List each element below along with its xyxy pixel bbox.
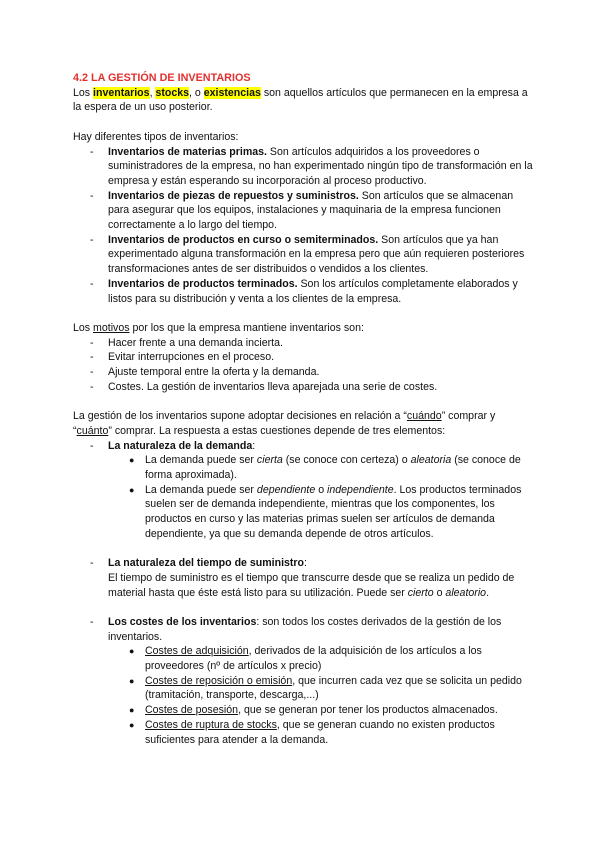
decisions-paragraph: La gestión de los inventarios supone adoptar decisiones en relación a “cuándo” comprar y “cuánto” comprar. La respuesta a estas cuestiones depende de tres elementos: [73,410,496,437]
list-item: ● Costes de posesión, que se generan por tener los productos almacenados. [129,704,498,717]
list-item: - La naturaleza de la demanda: [90,439,256,452]
list-item: ● Costes de adquisición, derivados de la adquisición de los artículos a los proveedores (nº de artículos x precio) [129,645,482,673]
list-item: - Inventarios de piezas de repuestos y suministros. Son artículos que se almacenan para asegurar que los equipos, instalaciones y maquinaria de la empresa funcionen correctamente a lo largo del tiempo. [90,189,514,232]
motives-intro: Los motivos por los que la empresa mantiene inventarios son: [73,321,364,334]
list-item: - Inventarios de productos en curso o semiterminados. Son artículos que ya han experimentado alguna transformación en la empresa pero que aún requieren posteriores transformaciones antes de ser distribuidos o vendidos a los clientes. [90,233,525,276]
list-item: - Hacer frente a una demanda incierta. [90,336,283,349]
highlight-inventarios: inventarios [93,86,150,99]
bullet-icon: ● [129,484,135,495]
bullet-icon: ● [129,705,135,716]
highlight-stocks: stocks [155,86,190,99]
types-intro: Hay diferentes tipos de inventarios: [73,130,239,143]
highlight-existencias: existencias [203,86,261,99]
bullet-icon: ● [129,719,135,730]
supply-heading: La naturaleza del tiempo de suministro [108,557,305,570]
list-item: - La naturaleza del tiempo de suministro: El tiempo de suministro es el tiempo que transcurre desde que se realiza un pedido de material hasta que éste está listo para su utilización. Puede ser cierto o aleatorio. [90,557,515,599]
list-item: - Inventarios de materias primas. Son artículos adquiridos a los proveedores o suministradores de la empresa, no han experimentado ningún tipo de transformación en la empresa y están esperando su incorporación al proceso productivo. [90,145,533,187]
list-item: ● Costes de ruptura de stocks, que se generan cuando no existen productos suficientes para atender a la demanda. [129,718,495,746]
list-item: ● Costes de reposición o emisión, que incurren cada vez que se solicita un pedido (tramitación, transporte, descarga,...) [129,674,522,702]
costs-list [73,644,533,747]
types-list [73,145,533,307]
list-item: - Inventarios de productos terminados. Son los artículos completamente elaborados y listos para su distribución y venta a los clientes de la empresa. [90,277,518,305]
list-item: - Los costes de los inventarios: son todos los costes derivados de la gestión de los inventarios. [90,615,502,643]
intro-paragraph: Los inventarios, stocks, o existencias son aquellos artículos que permanecen en la empresa a la espera de un uso posterior. [73,86,528,114]
demand-heading: La naturaleza de la demanda [108,439,253,452]
section-title: 4.2 LA GESTIÓN DE INVENTARIOS [73,72,251,84]
list-item: - Evitar interrupciones en el proceso. [90,351,275,364]
costs-heading: Los costes de los inventarios [108,615,257,628]
bullet-icon: ● [129,455,135,466]
list-item: - Costes. La gestión de inventarios lleva aparejada una serie de costes. [90,380,438,393]
list-item: ● La demanda puede ser dependiente o independiente. Los productos terminados suelen ser de demanda independiente, mientras que los componentes, los productos en curso y las materias primas suelen ser artículos de demanda dependiente, ya que su demanda depende de otros artículos. [129,483,522,540]
supply-section [73,556,533,600]
bullet-icon: ● [129,675,135,686]
demand-list [73,453,533,541]
bullet-icon: ● [129,646,135,657]
list-item: ● La demanda puede ser cierta (se conoce con certeza) o aleatoria (se conoce de forma aproximada). [129,454,521,481]
costs-section [73,615,533,644]
motives-list [73,336,533,395]
list-item: - Ajuste temporal entre la oferta y la demanda. [90,366,320,379]
demand-section [73,439,533,454]
document-body [73,71,533,747]
